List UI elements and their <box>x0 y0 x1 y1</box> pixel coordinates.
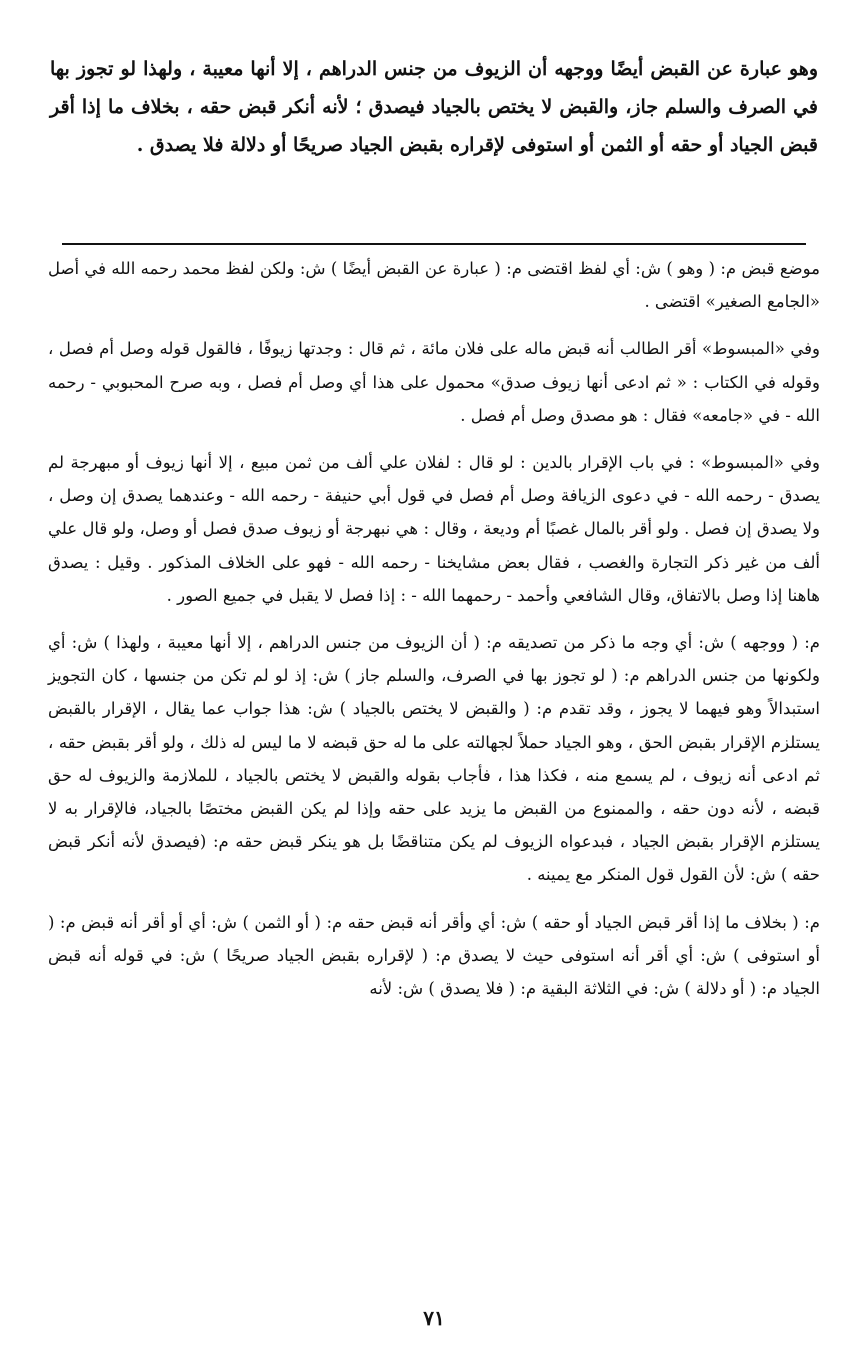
commentary-section <box>48 252 820 1019</box>
separator-rule <box>62 243 806 245</box>
page-number: ٧١ <box>423 1306 445 1330</box>
commentary-paragraph: م: ( بخلاف ما إذا أقر قبض الجياد أو حقه ) ش: أي وأقر أنه قبض حقه م: ( أو الثمن ) ش: أي أو أقر أنه قبض م: ( أو استوفى ) ش: أي أقر أنه استوفى حيث لا يصدق م: ( لإقراره بقبض الجياد صريحًا ) ش: في قوله أنه قبض الجياد م: ( أو دلالة ) ش: في الثلاثة البقية م: ( فلا يصدق ) ش: لأنه <box>48 912 820 999</box>
commentary-paragraph: وفي «المبسوط» : في باب الإقرار بالدين : لو قال : لفلان علي ألف من ثمن مبيع ، إلا أنها زيوف أو مبهرجة لم يصدق - رحمه الله - في دعوى الزيافة وصل أم فصل في قول أبي حنيفة - رحمه الله - وعندهما يصدق إن وصل ، ولا يصدق إن فصل . ولو أقر بالمال غصبًا أم وديعة ، وقال : هي نبهرجة أو زيوف صدق فصل أو وصل، ولو قال علي ألف من غير ذكر التجارة والغصب ، فقال بعض مشايخنا - رحمه الله - فهو على الخلاف المذكور . وقيل : يصدق هاهنا إذا وصل بالاتفاق، وقال الشافعي وأحمد - رحمهما الله - : إذا فصل لا يقبل في جميع الصور . <box>48 453 820 605</box>
commentary-paragraph: موضع قبض م: ( وهو ) ش: أي لفظ اقتضى م: ( عبارة عن القبض أيضًا ) ش: ولكن لفظ محمد رحمه الله في أصل «الجامع الصغير» اقتضى . <box>48 259 820 312</box>
commentary-paragraph: وفي «المبسوط» أقر الطالب أنه قبض ماله على فلان مائة ، ثم قال : وجدتها زيوفًا ، فالقول قوله وصل أم فصل ، وقوله في الكتاب : « ثم ادعى أنها زيوف صدق» محمول على هذا أي وصل أم فصل ، وبه صرح المحبوبي - رحمه الله - في «جامعه» فقال : هو مصدق وصل أم فصل . <box>48 339 820 425</box>
commentary-paragraph: م: ( ووجهه ) ش: أي وجه ما ذكر من تصديقه م: ( أن الزيوف من جنس الدراهم ، إلا أنها معيبة ، ولهذا ) ش: أي ولكونها من جنس الدراهم م: ( لو تجوز بها في الصرف، والسلم جاز ) ش: إذ لو لم تكن من جنسها ، كان التجويز استبدالاً وهو فيهما لا يجوز ، وقد تقدم م: ( والقبض لا يختص بالجياد ) ش: هذا جواب عما يقال ، الإقرار بالقبض يستلزم الإقرار بقبض الحق ، وهو الجياد حملاً لجهالته على ما له حق قبضه لا ما ليس له ذلك ، ولو أقر بقبض حقه ، ثم ادعى أنه زيوف ، لم يسمع منه ، فكذا هذا ، فأجاب بقوله والقبض لا يختص بالجياد ، للملازمة والزيوف له حق قبضه ، لأنه دون حقه ، والممنوع من القبض ما يزيد على حقه وإذا لم يكن القبض مختصًا بالجياد، فالإقرار به لا يستلزم الإقرار بقبض الجياد ، فبدعواه الزيوف لم يكن متناقضًا بل هو ينكر قبض حقه م: (فيصدق لأنه أنكر قبض حقه ) ش: لأن القول قول المنكر مع يمينه . <box>48 633 820 885</box>
main-text-paragraph: وهو عبارة عن القبض أيضًا ووجهه أن الزيوف من جنس الدراهم ، إلا أنها معيبة ، ولهذا لو تجوز بها في الصرف والسلم جاز، والقبض لا يختص بالجياد فيصدق ؛ لأنه أنكر قبض حقه ، بخلاف ما إذا أقر قبض الجياد أو حقه أو الثمن أو استوفى لإقراره بقبض الجياد صريحًا أو دلالة فلا يصدق . <box>50 58 818 156</box>
